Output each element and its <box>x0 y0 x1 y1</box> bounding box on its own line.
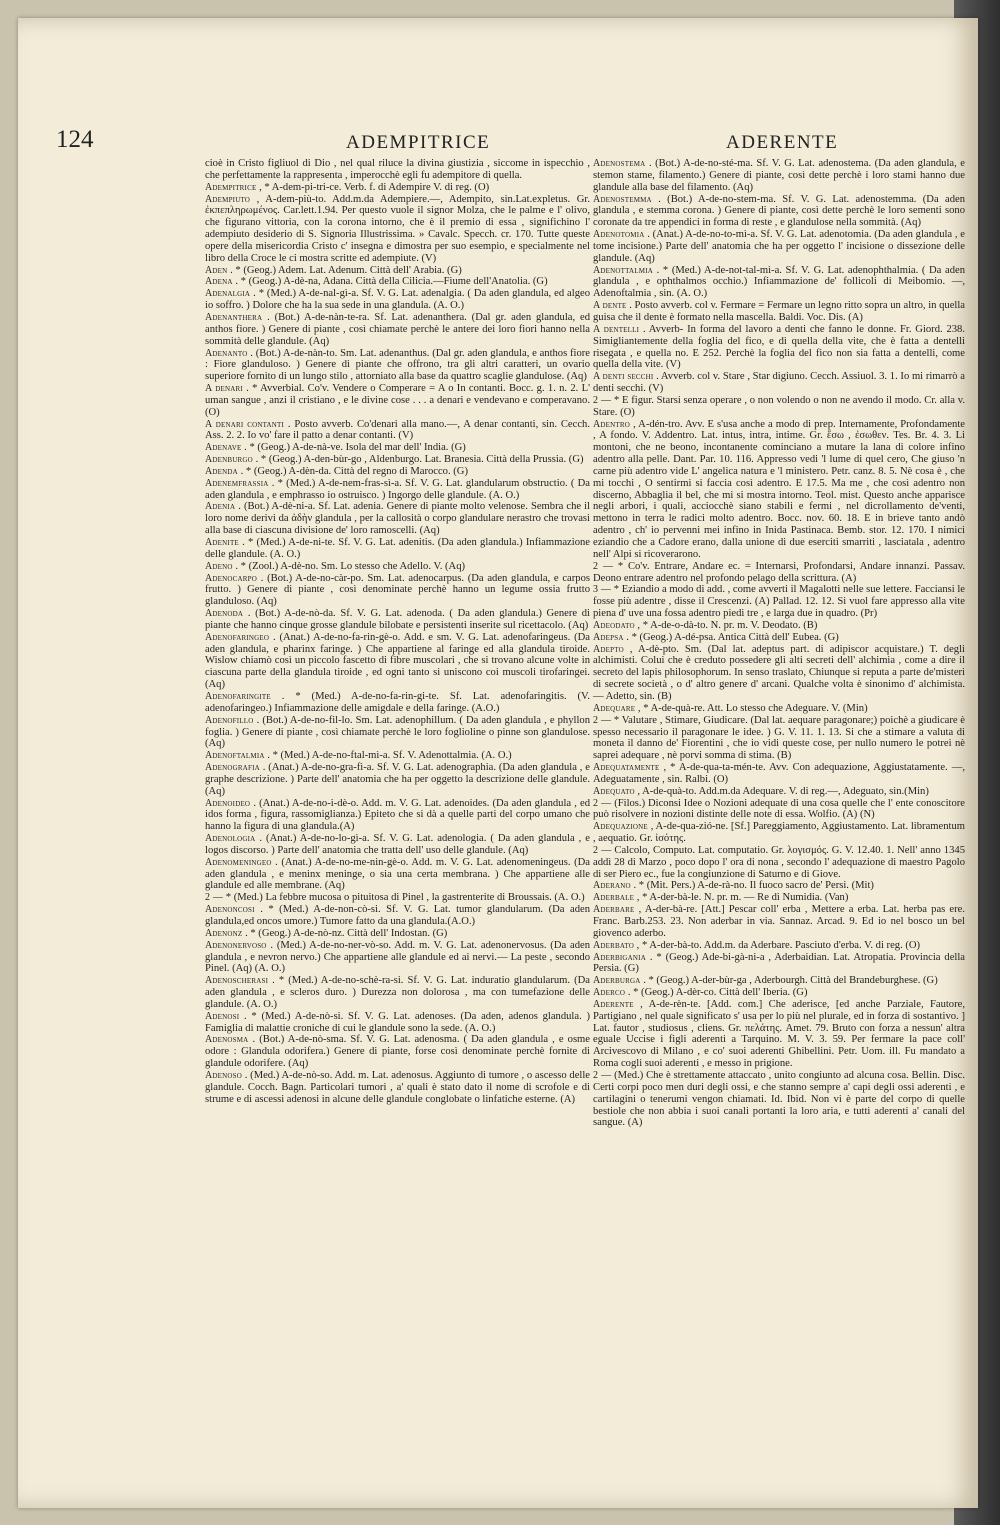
entry-text: . (Anat.) A-de-no-to-mì-a. Sf. V. G. Lat. adenotomia. (Da aden glandula , e tome incisione.) Parte dell' anatomia che ha per oggetto l' incisione o dissezione delle glandule. (Aq) <box>593 229 965 264</box>
entry-text: . * (Med.) A-de-no-schè-ra-si. Sf. V. G. Lat. induratio glandularum. (Da aden glandula , e scleros duro. ) Durezza non dolorosa , ma con tumefazione delle glandule. (A. O.) <box>205 975 591 1010</box>
dictionary-entry <box>593 229 965 265</box>
entry-text: . * (Med.) A-de-not-tal-mì-a. Sf. V. G. Lat. adenophthalmia. ( Da aden glandula , e ophthalmos occhio.) Infiammazione de' follicoli di Meibomio. —, Adenoftalmia , sin. (A. O.) <box>593 264 965 300</box>
entry-text: . * (Geog.) Ade-bi-gà-ni-a , Aderbaidian. Lat. Atropatia. Provincia della Persia. (G) <box>593 951 965 975</box>
dictionary-entry <box>205 194 590 265</box>
dictionary-entry <box>593 999 965 1070</box>
entry-text: . (Bot.) A-de-nò-sma. Sf. V. G. Lat. adenosma. ( Da aden glandula , e osme odore : Glandula odorifera.) Genere di piante, forse così denominate perchè fornite di glandule odorifere. (Aq) <box>205 1034 591 1070</box>
entry-text: . * (Med.) A-de-nal-gì-a. Sf. V. G. Lat. adenalgia. ( Da aden glandula, ed algeo io soffro. ) Dolore che ha la sua sede in una glandula. (A. O.) <box>205 288 590 312</box>
entry-text: . (Anat.) A-de-no-i-dè-o. Add. m. V. G. Lat. adenoides. (Da aden glandula , ed idos forma , figura, rassomiglianza.) Epiteto che si dà a quelle parti del corpo umano che hanno la figura di una glandula.(A) <box>205 797 590 833</box>
entry-headword: A denti secchi <box>593 371 654 383</box>
entry-headword: Adeno <box>205 560 233 572</box>
entry-headword: 2 — <box>593 797 612 809</box>
entry-headword: Adenemfrassia <box>205 477 269 489</box>
dictionary-entry <box>205 750 590 762</box>
dictionary-entry <box>205 383 590 419</box>
entry-text: . (Anat.) A-de-no-fa-rin-gè-o. Add. e sm. V. G. Lat. adenofaringeus. (Da aden glandula, e pharinx faringe. ) Che appartiene al faringe ed alla glandula tiroide. Wislow chiamò così un piccolo fascetto di fibre muscolari , che si trovano alcune volte in ciascuna parte della glandula tiroide , ed ogni tanto si uniscono coi muscoli tirofaringei. (Aq) <box>205 631 590 691</box>
entry-headword: 2 — <box>593 714 612 726</box>
dictionary-entry <box>593 952 965 976</box>
entry-text: . (Bot.) A-de-no-càr-po. Sm. Lat. adenocarpus. (Da aden glandula, e carpos frutto. ) Genere di piante , così denominate perchè hanno un legume ossia frutto glanduloso. (Aq) <box>205 572 590 608</box>
entry-text: , * A-de-o-dà-to. N. pr. m. V. Deodato. (B) <box>637 619 818 631</box>
entry-headword: Adenotomia <box>593 229 645 241</box>
entry-headword: 3 — <box>593 584 612 596</box>
entry-text: . (Anat.) A-de-no-me-nin-gè-o. Add. m. V. G. Lat. adenomeningeus. (Da aden glandula , e meninx meninge, o sia una certa membrana. ) Che appartiene alle glandule ed alle membrane. (Aq) <box>205 856 590 892</box>
entry-text: , * A-de-quà-re. Att. Lo stesso che Adeguare. V. (Min) <box>637 702 868 714</box>
page-number: 124 <box>56 126 94 153</box>
entry-text: , A-dén-tro. Avv. E s'usa anche a modo di prep. Internamente, Profondamente , A fondo. V. Addentro. Lat. intus, intra, intime. Gr. ἔσω , ἐσωθεν. Tes. Br. 4. 3. Li montoni, che ne beono, incontanente cominciano a mutare la lana di colore infino adentro alla pelle. Dant. Par. 10. 116. Appresso vedi 'l lume di quel cero, Che giuso 'n carne più adentro vide L' angelica natura e 'l ministero. Petr. canz. 8. 5. Nè cosa è , che mi tocchi , O sentirmi si faccia così adentro. E 17.5. Ma me , che così adentro non discerno, Abbaglia il bel, che mi si mostra intorno. Teol. mist. Questo anche apparisce negli arbori, i quali, acciocchè siano stabili e fermi , nel dicrollamento de'venti, mettono in terra le radici molto adentro. Bocc. nov. 60. 18. E in brieve tanto andò adentro , ch' io pervenni mei infino in Inida Pastinaca. Bemb. stor. 12. 170. I nimici eziandio che a Cadore erano, dalla unione di due eserciti smarriti , lasciatala , adentro nell' Alpi si ricoverarono. <box>593 418 965 560</box>
entry-headword: Adenda <box>205 465 238 477</box>
entry-text: . * (Med.) A-de-no-fa-rin-gi-te. Sf. Lat. adenofaringitis. (V. adenofaringeo.) Infiammazione delle amigdale e della faringe. (A.O.) <box>205 690 590 714</box>
entry-headword: 2 — <box>205 892 224 904</box>
entry-text: , A-der-bà-re. [Att.] Pescar coll' erba , Mettere a erba. Lat. herba pas ere. Franc. Barb.253. 23. Non aderbar in via. Sannaz. Arcad. 9. Ed io nel bosco un bel giovenco aderbo. <box>593 904 965 939</box>
entry-text: . (Anat.) A-de-no-gra-fì-a. Sf. V. G. Lat. adenographia. (Da aden glandula , e graphe descrizione. ) Parte dell' anatomia che ha per oggetto la descrizione delle glandule. (Aq) <box>205 762 590 797</box>
entry-text: (Filos.) Diconsi Idee o Nozioni adequate di una cosa quelle che l' ente conoscitore può risolvere in nozioni distinte delle note di essa. Wolfio. (A) (N) <box>593 797 965 821</box>
dictionary-entry <box>593 584 965 620</box>
entry-headword: 2 — <box>593 560 614 572</box>
entry-text: . (Bot.) A-de-no-fil-lo. Sm. Lat. adenophillum. ( Da aden glandula , e phyllon foglia. ) Genere di piante , così chiamate perchè le loro foglioline o pinne son glandulose. (Aq) <box>205 714 590 750</box>
dictionary-entry <box>593 371 965 395</box>
entry-headword: Adenofaringeo <box>205 631 270 643</box>
dictionary-entry <box>205 691 590 715</box>
dictionary-entry <box>593 987 965 999</box>
dictionary-entry <box>593 786 965 798</box>
dictionary-entry <box>205 940 590 976</box>
entry-headword: Adenonz <box>205 927 243 939</box>
dictionary-entry <box>593 265 965 301</box>
entry-text: * E figur. Starsi senza operare , o non volendo o non ne avendo il modo. Cr. alla v. Stare. (O) <box>593 394 966 418</box>
entry-headword: Adenonervoso <box>205 939 267 951</box>
running-head-right: ADERENTE <box>726 132 839 153</box>
dictionary-entry <box>593 762 965 786</box>
entry-headword: Adenia <box>205 501 236 513</box>
entry-headword: Adenanto <box>205 347 248 359</box>
dictionary-entry <box>205 762 590 798</box>
dictionary-entry <box>593 158 965 194</box>
dictionary-entry <box>593 395 965 419</box>
entry-headword: Adenoso <box>205 1069 243 1081</box>
dictionary-entry <box>593 620 965 632</box>
entry-headword: Aderbato <box>593 939 634 951</box>
entry-text: , * A-de-qua-ta-mén-te. Avv. Con adequazione, Aggiustatamente. —, Adeguatamente , sin. Ralbi. (O) <box>593 762 966 785</box>
dictionary-entry <box>205 442 590 454</box>
dictionary-entry <box>205 419 590 443</box>
dictionary-entry <box>593 892 965 904</box>
entry-text: . Avverb- In forma del lavoro a denti che fanno le donne. Fr. Giord. 238. Simigliantemente della foglia del fico, e di quella della vite, che è fatta a dentelli risegata , e quella no. E 252. Perchè la foglia del fico non sia fatta a dentelli, come quella della vite. (V) <box>593 323 965 371</box>
entry-headword: Aderco <box>593 987 626 999</box>
entry-text: . (Med.) A-de-nò-so. Add. m. Lat. adenosus. Aggiunto di tumore , o ascesso delle glandule. Cocch. Bagn. Particolari tumori , a' quali è stato dato il nome di scrofole e di strume e di ascessi adenosi in alcune delle glandule conglobate o linfatiche esterne. (A) <box>205 1069 590 1105</box>
entry-headword: Adequare <box>593 702 636 714</box>
dictionary-entry <box>593 644 965 703</box>
entry-text: . * (Med.) A-de-nem-fras-sì-a. Sf. V. G. Lat. glandularum obstructio. ( Da aden glandula , e emphrasso io ostruisco. ) Ingorgo delle glandule. (A. O.) <box>205 477 590 501</box>
entry-headword: Adenosma <box>205 1034 249 1046</box>
entry-text: . * (Med.) A-de-no-ftal-mì-a. Sf. V. Adenottalmia. (A. O.) <box>267 750 512 762</box>
entry-headword: Adeodato <box>593 619 635 631</box>
dictionary-entry <box>205 348 590 384</box>
dictionary-entry <box>593 561 965 585</box>
entry-text: . * (Geog.) A-den-bùr-go , Aldenburgo. Lat. Branesia. Città della Prussia. (G) <box>255 454 584 466</box>
entry-headword: Adempitrice <box>205 181 257 193</box>
dictionary-entry <box>593 324 965 371</box>
dictionary-entry <box>205 632 590 691</box>
entry-headword: Aderbigania <box>593 951 646 963</box>
dictionary-entry <box>593 1070 965 1129</box>
entry-text: . Posto avverb. Co'denari alla mano.—, A denar contanti, sin. Cecch. Ass. 2. 2. Io vo' fare il patto a denar contanti. (V) <box>205 418 590 442</box>
entry-headword: Aderente <box>593 998 634 1010</box>
dictionary-entry <box>205 833 590 857</box>
entry-headword: Adepto <box>593 643 624 655</box>
entry-headword: 2 — <box>593 844 612 856</box>
entry-text: . (Bot.) A-dè-ni-a. Sf. Lat. adenia. Genere di piante molto velenose. Sembra che il loro nome derivi da ἀδὴν glandula , per la callosità o corpo glandulare nerastro che trovasi alla base di ciascuna divisione de' loro ramoscelli. (Aq) <box>205 501 590 537</box>
entry-text: . * (Geog.) A-de-nà-ve. Isola del mar dell' India. (G) <box>244 442 466 454</box>
entry-text: . (Med.) A-de-no-ner-vò-so. Add. m. V. G. Lat. adenonervosus. (Da aden glandula , e nevron nervo.) Che appartiene alle glandule ed ai nervi.— La peste , secondo Pinel. (Aq) (A. O.) <box>205 939 590 975</box>
entry-headword: Adenologia <box>205 833 256 845</box>
entry-text: . * (Geog.) A-dè-na, Adana. Città della Cilicia.—Fiume dell'Anatolia. (G) <box>235 276 548 288</box>
dictionary-entry <box>205 573 590 609</box>
dictionary-entry <box>205 276 590 288</box>
dictionary-entry <box>205 904 590 928</box>
dictionary-entry <box>205 1011 590 1035</box>
dictionary-entry <box>205 975 590 1011</box>
entry-text: . (Bot.) A-de-no-stem-ma. Sf. V. G. Lat. adenostemma. (Da aden glandula , e stemma corona. ) Genere di piante, così dette perchè le loro sementi sono coronate da tre appendici in forma di reste , e glandulose nella sommità. (Aq) <box>593 193 965 229</box>
entry-headword: 2 — <box>593 394 612 406</box>
dictionary-entry <box>205 561 590 573</box>
entry-text: , * A-dem-pi-tri-ce. Verb. f. di Adempire V. di reg. (O) <box>259 181 490 193</box>
entry-text: . * (Geog.) A-de-nò-nz. Città dell' Indostan. (G) <box>245 927 448 939</box>
entry-text: , A-de-qua-zió-ne. [Sf.] Pareggiamento, Aggiustamento. Lat. libramentum , aequatio. Gr. ἰσότης. <box>593 821 965 845</box>
entry-headword: Aderbare <box>593 904 635 916</box>
entry-headword: 2 — <box>593 1069 612 1081</box>
entry-headword: Aderano <box>593 880 631 892</box>
dictionary-entry <box>205 928 590 940</box>
entry-text: . * (Med.) A-de-nò-si. Sf. V. G. Lat. adenoses. (Da aden, adenos glandula. ) Famiglia di malattie croniche di cui le glandule sono la sede. (A. O.) <box>205 1010 590 1034</box>
entry-headword: Adenofillo <box>205 714 254 726</box>
dictionary-entry <box>593 880 965 892</box>
entry-text: . * (Mit. Pers.) A-de-rà-no. Il fuoco sacro de' Persi. (Mit) <box>633 880 874 892</box>
entry-text: . (Bot.) A-de-no-sté-ma. Sf. V. G. Lat. adenostema. (Da aden glandula, e stemon stame, filamento.) Genere di piante, così dette perchè i loro stami hanno due glandule alla base del filamento. (Aq) <box>593 158 966 193</box>
dictionary-entry <box>593 419 965 561</box>
dictionary-entry <box>593 904 965 940</box>
running-head-left: ADEMPITRICE <box>346 132 491 153</box>
dictionary-entry <box>593 975 965 987</box>
dictionary-entry <box>205 798 590 834</box>
entry-text: , A-de-rèn-te. [Add. com.] Che aderisce, [ed anche Parziale, Fautore, Partigiano , nel quale significato s' usa per lo più nel plurale, ed in forza di sostantivo. ] Lat. fautor , studiosus , cliens. Gr. πελάτης. Amet. 79. Bruto con forza a nessun' altra eguale Uccise i figli aderenti a Tarquino. M. V. 3. 59. Per fermare la pace coll' Arcivescovo di Milano , e co' suoi aderenti Ghibellini. Petr. Uom. ill. Fu mandato a Roma cogli suoi aderenti , e messo in prigione. <box>593 998 965 1070</box>
entry-headword: Adenosi <box>205 1010 240 1022</box>
entry-text: cioè in Cristo figliuol di Dio , nel qual riluce la divina giustizia , siccome in ispecchio , che perfettamente la rappresenta , imperocchè egli fu adempitore di quella. <box>205 158 590 181</box>
dictionary-entry <box>593 845 965 881</box>
dictionary-entry <box>593 821 965 845</box>
entry-text: . (Bot.) A-de-nò-da. Sf. V. G. Lat. adenoda. ( Da aden glandula.) Genere di piante che hanno cinque grosse glandule bilobate e persistenti inserite sul ricettacolo. (Aq) <box>205 608 590 631</box>
dictionary-entry <box>593 940 965 952</box>
dictionary-entry <box>205 312 590 348</box>
entry-headword: Adenanthera <box>205 311 263 323</box>
entry-text: . * (Med.) A-de-non-cò-si. Sf. V. G. Lat. tumor glandularum. (Da aden glandula,ed oncos umore.) Tumore fatto da una glandula.(A.O.) <box>205 904 590 927</box>
entry-text: , A-dè-pto. Sm. (Dal lat. adeptus part. di adipiscor acquistare.) T. degli alchimisti. Colui che è creduto possedere gli alti secreti dell' alchimia , come a dire il secreto del lapis philosophorum. In senso traslato, Chiunque si reputa a parte de'misteri di secrete società , o d' altro genere d' arcani. Qualche volta è sinonimo d' alchimista. — Adetto, sin. (B) <box>593 643 965 702</box>
entry-headword: A denari contanti <box>205 418 285 430</box>
entry-headword: Adenoda <box>205 608 244 620</box>
entry-headword: Adenomeningeo <box>205 856 272 868</box>
entry-text: . (Anat.) A-de-no-lo-gì-a. Sf. V. G. Lat. adenologia. ( Da aden glandula , e logos discorso. ) Parte dell' anatomia che tratta dell' uso delle glandule. (Aq) <box>205 833 590 856</box>
dictionary-entry <box>205 715 590 751</box>
dictionary-entry <box>593 300 965 324</box>
entry-text: . (Bot.) A-de-nàn-te-ra. Sf. Lat. adenanthera. (Dal gr. aden glandula, ed anthos fiore. ) Genere di piante , così chiamate perchè le antere dei loro fiori hanno nella sommità delle glandule. (Aq) <box>205 311 590 347</box>
entry-headword: Adequazione <box>593 821 648 833</box>
dictionary-entry <box>593 632 965 644</box>
entry-headword: Adenoftalmia <box>205 750 265 762</box>
entry-text: , A-dem-più-to. Add.m.da Adempiere.—, Adempito, sin.Lat.expletus. Gr. ἐκπεπληρωμένος. Car.lett.1.94. Per questo vuole il signor Molza, che le palme e l' olivo, che figurano vittoria, con la corona intorno, che è il premio di essa , significhino l' adempiuto desiderio di S. Signoria Illustrissima. » Cavalc. Specch. cr. 170. Tutte queste opere della misericordia Cristo c' insegna e dimostra per suo esempio, e specialmente nel libro della Croce le ci mostra scritte ed adempiute. (V) <box>205 193 590 264</box>
dictionary-entry <box>205 466 590 478</box>
entry-text: * (Med.) La febbre mucosa o pituitosa di Pinel , la gastrenterite di Broussais. (A. O.) <box>225 892 585 904</box>
entry-headword: A dentelli <box>593 323 640 335</box>
dictionary-entry <box>593 703 965 715</box>
entry-headword: Adenoideo <box>205 797 251 809</box>
dictionary-entry <box>593 715 965 762</box>
dictionary-entry <box>205 608 590 632</box>
entry-text: * Valutare , Stimare, Giudicare. (Dal lat. aequare paragonare;) poichè a giudicare è spesso necessario il paragonare le idee. ) G. V. 11. 1. 13. Si che a stimare a valuta di moneta il danno de' Fiorentini , che io vidi queste cose, per nullo numero le potrei nè saprei adequare , nè porvi somma di stima. (B) <box>593 714 966 762</box>
entry-text: . * (Geog.) Adem. Lat. Adenum. Città dell' Arabia. (G) <box>230 264 462 276</box>
entry-headword: Aderbale <box>593 892 635 904</box>
entry-text: . * (Geog.) A-dèr-co. Città dell' Iberia. (G) <box>627 987 808 999</box>
entry-text: , * A-der-bà-to. Add.m. da Aderbare. Pasciuto d'erba. V. di reg. (O) <box>636 939 921 951</box>
entry-headword: Adenocarpo <box>205 572 258 584</box>
entry-text: . * (Med.) A-de-ni-te. Sf. V. G. Lat. adenitis. (Da aden glandula.) Infiammazione delle glandule. (A. O.) <box>205 537 591 560</box>
dictionary-entry <box>205 892 590 904</box>
entry-headword: Adempiuto <box>205 193 251 205</box>
entry-headword: Adenave <box>205 442 242 454</box>
entry-headword: Adequato <box>593 785 635 797</box>
dictionary-entry <box>593 798 965 822</box>
dictionary-entry <box>205 1034 590 1070</box>
dictionary-entry <box>205 857 590 893</box>
entry-headword: A dente <box>593 300 627 312</box>
entry-text: . Avverb. col v. Stare , Star digiuno. Cecch. Assiuol. 3. 1. Io mi rimarrò a denti secchi. (V) <box>593 371 965 395</box>
entry-text: Calcolo, Computo. Lat. computatio. Gr. λογισμός. G. V. 12.40. 1. Nell' anno 1345 addì 28 di Marzo , poco dopo l' ora di nona , secondo l' adequazione di maestro Pagolo di ser Piero ec., fue la congiunzione di Saturno e di Giove. <box>593 844 965 880</box>
entry-text: . * Avverbial. Co'v. Vendere o Comperare = A o In contanti. Bocc. g. 1. n. 2. L' uman sangue , anzi il cristiano , e le divine cose . . . a denari e vendevano e comperavano. (O) <box>205 383 590 418</box>
entry-headword: Adena <box>205 276 233 288</box>
entry-text: , A-de-quà-to. Add.m.da Adequare. V. di reg.—, Adeguato, sin.(Min) <box>637 785 929 797</box>
entry-text: * Eziandio a modo di add. , come avverti il Magalotti nelle sue lettere. Facciansi le fosse più adentre , disse il Crescenzi. (A) Pallad. 12. 12. Si vuol fare appresso alla vite piena d' uve una fossa adentro piedi tre , e larga due in quadro. (Pr) <box>593 584 966 620</box>
entry-headword: Adenostemma <box>593 193 652 205</box>
entry-headword: Adenite <box>205 537 239 548</box>
entry-headword: Adenoscherasi <box>205 975 269 987</box>
dictionary-entry <box>205 537 590 561</box>
entry-headword: Aderburga <box>593 975 641 987</box>
entry-text: . * (Geog.) A-der-bùr-ga , Aderbourgh. Città del Brandeburghese. (G) <box>643 975 938 987</box>
entry-headword: Adentro <box>593 418 631 430</box>
entry-headword: Adenottalmia <box>593 264 653 276</box>
right-column <box>593 158 965 1129</box>
entry-text: , * A-der-bà-le. N. pr. m. — Re di Numidia. (Van) <box>636 892 849 904</box>
entry-headword: Adenoncosi <box>205 904 255 916</box>
entry-headword: Adenostema <box>593 158 646 169</box>
entry-headword: A denari <box>205 383 243 395</box>
dictionary-entry <box>205 158 590 182</box>
entry-headword: Aden <box>205 264 228 276</box>
dictionary-entry <box>593 194 965 230</box>
left-column <box>205 158 590 1106</box>
entry-headword: Adenografia <box>205 762 260 774</box>
entry-headword: Adenburgo <box>205 454 253 466</box>
page-header <box>56 126 956 158</box>
dictionary-entry <box>205 1070 590 1106</box>
entry-text: . * (Geog.) A-dèn-da. Città del regno di Marocco. (G) <box>240 465 468 477</box>
dictionary-entry <box>205 454 590 466</box>
entry-headword: Adequatamente <box>593 762 660 774</box>
entry-headword: Adenofaringite <box>205 690 271 702</box>
entry-headword: Adenalgia <box>205 288 251 300</box>
dictionary-entry <box>205 501 590 537</box>
dictionary-entry <box>205 478 590 502</box>
entry-text: . * (Geog.) A-dé-psa. Antica Città dell' Eubea. (G) <box>626 631 839 643</box>
entry-text: * Co'v. Entrare, Andare ec. = Internarsi, Profondarsi, Andare innanzi. Passav. Deono entrare adentro nel profondo pelago della scrittura. (A) <box>593 560 965 584</box>
dictionary-entry <box>205 265 590 277</box>
dictionary-entry <box>205 288 590 312</box>
entry-text: . * (Zool.) A-dè-no. Sm. Lo stesso che Adello. V. (Aq) <box>235 560 466 572</box>
dictionary-entry <box>205 182 590 194</box>
entry-text: . Posto avverb. col v. Fermare = Fermare un legno ritto sopra un altro, in quella guisa che il dente è formato nella mascella. Baldi. Voc. Dis. (A) <box>593 300 966 323</box>
entry-text: (Med.) Che è strettamente attaccato , unito congiunto ad alcuna cosa. Bellin. Disc. Certi corpi poco men duri degli ossi, e che stanno sempre a' capi degli ossi aderenti , e cartilagini o tenerumi vengon chiamati. Id. Ibid. Non vi è parte del corpo di quelle bestiole che non abbia i suoi canali portanti la loro aria, e tutti aderenti a' canali del sangue. (A) <box>593 1069 965 1129</box>
entry-text: . (Bot.) A-de-nàn-to. Sm. Lat. adenanthus. (Dal gr. aden glandula, e anthos fiore : Fiore glanduloso. ) Genere di piante che offrono, tra gli altri caratteri, un ovario superiore fornito di un lungo stilo , attorniato alla base da quattro scaglie glandulose. (Aq) <box>205 347 590 383</box>
entry-headword: Adepsa <box>593 631 624 643</box>
